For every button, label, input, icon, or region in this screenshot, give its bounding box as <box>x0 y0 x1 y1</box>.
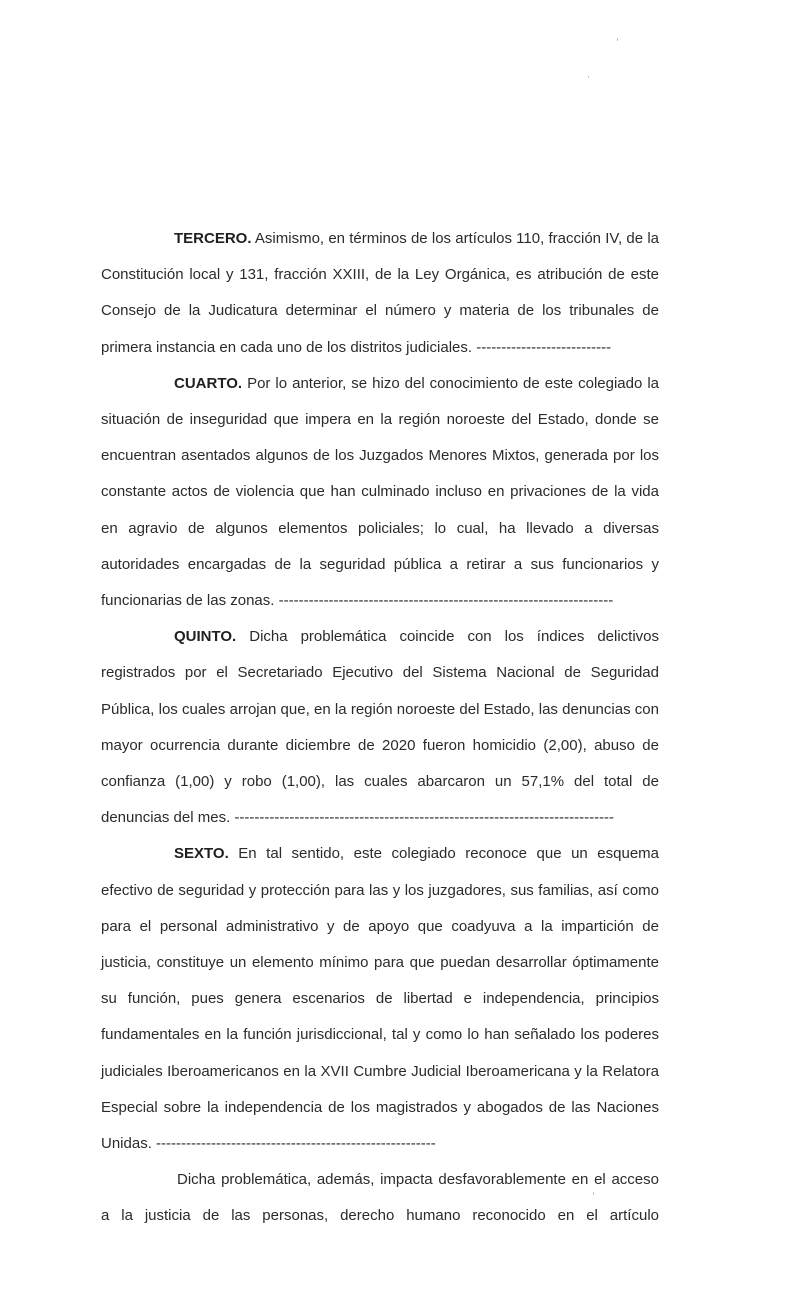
paragraph-tercero <box>101 221 659 366</box>
paragraph-text: Por lo anterior, se hizo del conocimiento de este colegiado la situación de inseguridad que impera en la región noroeste del Estado, donde se encuentran asentados algunos de los Juzgados Menores Mixtos, generada por los constante actos de violencia que han culminado incluso en privaciones de la vida en agravio de algunos elementos policiales; lo cual, ha llevado a diversas autoridades encargadas de la seguridad pública a retirar a sus funcionarios y funcionarias de las zonas. <box>101 374 659 610</box>
paragraph-continuation <box>101 1162 659 1234</box>
paragraph-quinto <box>101 619 659 836</box>
paragraph-cuarto <box>101 366 659 619</box>
paragraph-sexto <box>101 836 659 1162</box>
filler-dashes: --------------------------- <box>476 338 612 356</box>
paragraph-heading: TERCERO. <box>174 230 252 247</box>
paragraph-heading: SEXTO. <box>174 845 229 863</box>
document-body <box>101 221 659 1235</box>
paragraph-heading: CUARTO. <box>174 374 243 392</box>
paragraph-text: En tal sentido, este colegiado reconoce que un esquema efectivo de seguridad y protección para las y los juzgadores, sus familias, así como para el personal administrativo y de apoyo que coadyuva a la impartición de justicia, constituye un elemento mínimo para que puedan desarrollar óptimamente su función, pues genera escenarios de libertad e independencia, principios fundamentales en la función jurisdiccional, tal y como lo han señalado los poderes judiciales Iberoamericanos en la XVII Cumbre Judicial Iberoamericana y la Relatora Especial sobre la independencia de los magistrados y abogados de las Naciones Unidas. <box>101 845 660 1153</box>
filler-dashes: -------------------------------------------------------- <box>156 1135 436 1153</box>
filler-dashes: ---------------------------------------------------------------------------- <box>234 809 615 827</box>
paragraph-text: Dicha problemática, además, impacta desfavorablemente en el acceso a la justicia de las personas, derecho humano reconocido en el artículo <box>101 1171 659 1225</box>
scan-speck <box>588 76 589 78</box>
paragraph-text: Asimismo, en términos de los artículos 110, fracción IV, de la Constitución local y 131, fracción XXIII, de la Ley Orgánica, es atribución de este Consejo de la Judicatura determinar el número y materia de los tribunales de primera instancia en cada uno de los distritos judiciales. <box>101 230 659 356</box>
paragraph-heading: QUINTO. <box>174 628 237 646</box>
paragraph-text: Dicha problemática coincide con los índices delictivos registrados por el Secretariado Ejecutivo del Sistema Nacional de Seguridad Pública, los cuales arrojan que, en la región noroeste del Estado, las denuncias con mayor ocurrencia durante diciembre de 2020 fueron homicidio (2,00), abuso de confianza (1,00) y robo (1,00), las cuales abarcaron un 57,1% del total de denuncias del mes. <box>101 628 660 827</box>
scan-speck <box>617 38 618 41</box>
filler-dashes: ------------------------------------------------------------------- <box>278 592 614 610</box>
